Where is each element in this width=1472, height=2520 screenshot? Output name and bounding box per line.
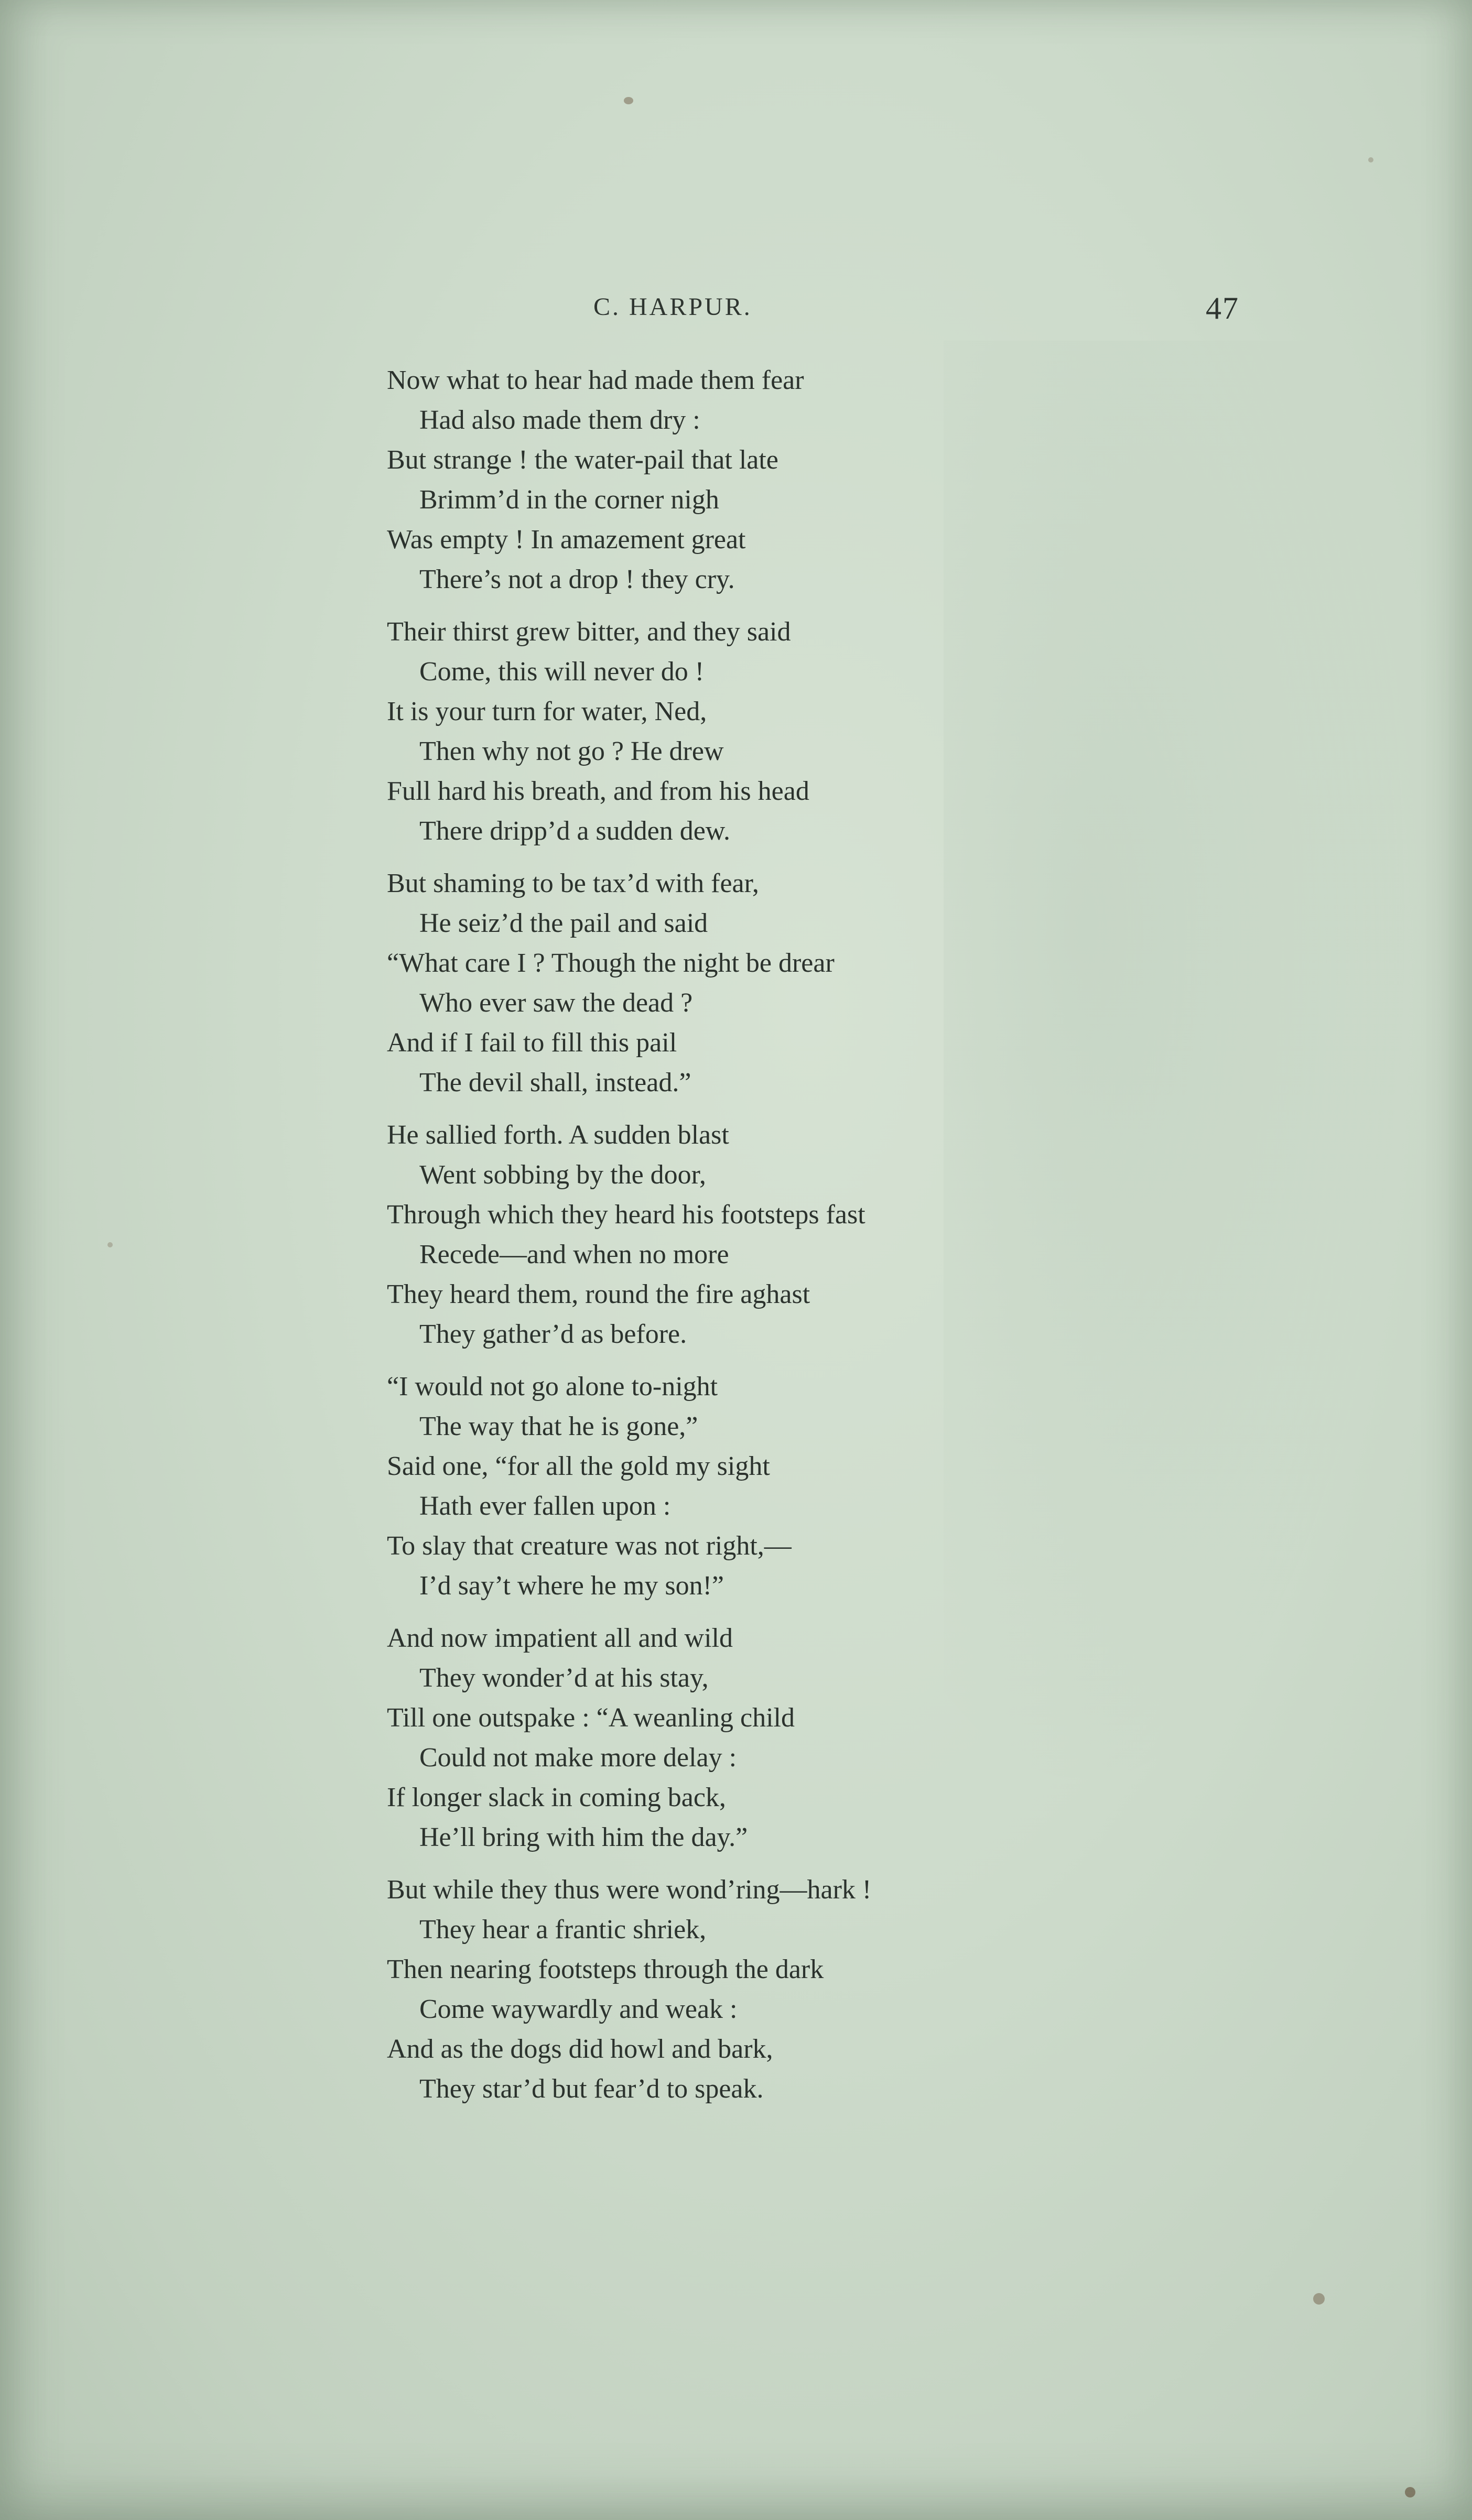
stanza-5 [387, 1367, 1068, 1606]
poem-line: Through which they heard his footsteps fast [387, 1200, 865, 1230]
poem-line: It is your turn for water, Ned, [387, 697, 707, 726]
foxing-spot [1405, 2487, 1415, 2497]
foxing-spot [1313, 2293, 1325, 2305]
foxing-spot [624, 97, 633, 104]
page-number: 47 [1206, 291, 1239, 325]
stanza-3 [387, 864, 1068, 1103]
poem-line: But strange ! the water-pail that late [387, 445, 778, 475]
poem-line: He’ll bring with him the day.” [419, 1822, 748, 1852]
poem [387, 361, 1068, 2122]
poem-line: I’d say’t where he my son!” [419, 1571, 724, 1601]
poem-line: Who ever saw the dead ? [419, 988, 693, 1018]
poem-line: They hear a frantic shriek, [419, 1915, 707, 1945]
poem-line: Till one outspake : “A weanling child [387, 1703, 795, 1733]
stanza-4 [387, 1115, 1068, 1354]
poem-line: Their thirst grew bitter, and they said [387, 617, 791, 647]
poem-line: He sallied forth. A sudden blast [387, 1120, 729, 1150]
poem-line: Had also made them dry : [419, 405, 700, 435]
poem-line: “What care I ? Though the night be drear [387, 948, 835, 978]
stanza-2 [387, 612, 1068, 851]
poem-line: Hath ever fallen upon : [419, 1491, 671, 1521]
poem-line: Come, this will never do ! [419, 657, 705, 687]
poem-line: But while they thus were wond’ring—hark ! [387, 1875, 872, 1905]
poem-line: They wonder’d at his stay, [419, 1663, 709, 1693]
poem-line: Come waywardly and weak : [419, 1994, 738, 2024]
stanza-7 [387, 1870, 1068, 2109]
running-head: C. HARPUR. [593, 293, 752, 321]
stanza-1 [387, 361, 1068, 600]
poem-line: Brimm’d in the corner nigh [419, 485, 719, 515]
poem-line: And if I fail to fill this pail [387, 1028, 677, 1058]
poem-line: Full hard his breath, and from his head [387, 776, 809, 806]
foxing-spot [107, 1242, 113, 1247]
poem-line: They star’d but fear’d to speak. [419, 2074, 764, 2104]
poem-line: And now impatient all and wild [387, 1623, 733, 1653]
poem-line: Then why not go ? He drew [419, 736, 724, 766]
poem-line: There dripp’d a sudden dew. [419, 816, 730, 846]
poem-line: They gather’d as before. [419, 1319, 687, 1349]
poem-line: The way that he is gone,” [419, 1411, 698, 1441]
poem-line: If longer slack in coming back, [387, 1783, 726, 1812]
poem-line: Said one, “for all the gold my sight [387, 1451, 770, 1481]
poem-line: He seiz’d the pail and said [419, 908, 708, 938]
foxing-spot [1368, 157, 1373, 162]
poem-line: Went sobbing by the door, [419, 1160, 706, 1190]
stanza-6 [387, 1619, 1068, 1858]
poem-line: There’s not a drop ! they cry. [419, 564, 735, 594]
poem-line: And as the dogs did howl and bark, [387, 2034, 773, 2064]
page-header [0, 287, 1472, 329]
poem-line: Then nearing footsteps through the dark [387, 1954, 824, 1984]
poem-line: The devil shall, instead.” [419, 1068, 691, 1098]
poem-line: To slay that creature was not right,— [387, 1531, 792, 1561]
poem-line: Could not make more delay : [419, 1743, 737, 1773]
poem-line: Now what to hear had made them fear [387, 365, 804, 395]
poem-line: “I would not go alone to-night [387, 1372, 718, 1402]
poem-line: Was empty ! In amazement great [387, 525, 746, 555]
poem-line: They heard them, round the fire aghast [387, 1279, 810, 1309]
poem-line: But shaming to be tax’d with fear, [387, 868, 759, 898]
poem-line: Recede—and when no more [419, 1240, 729, 1269]
